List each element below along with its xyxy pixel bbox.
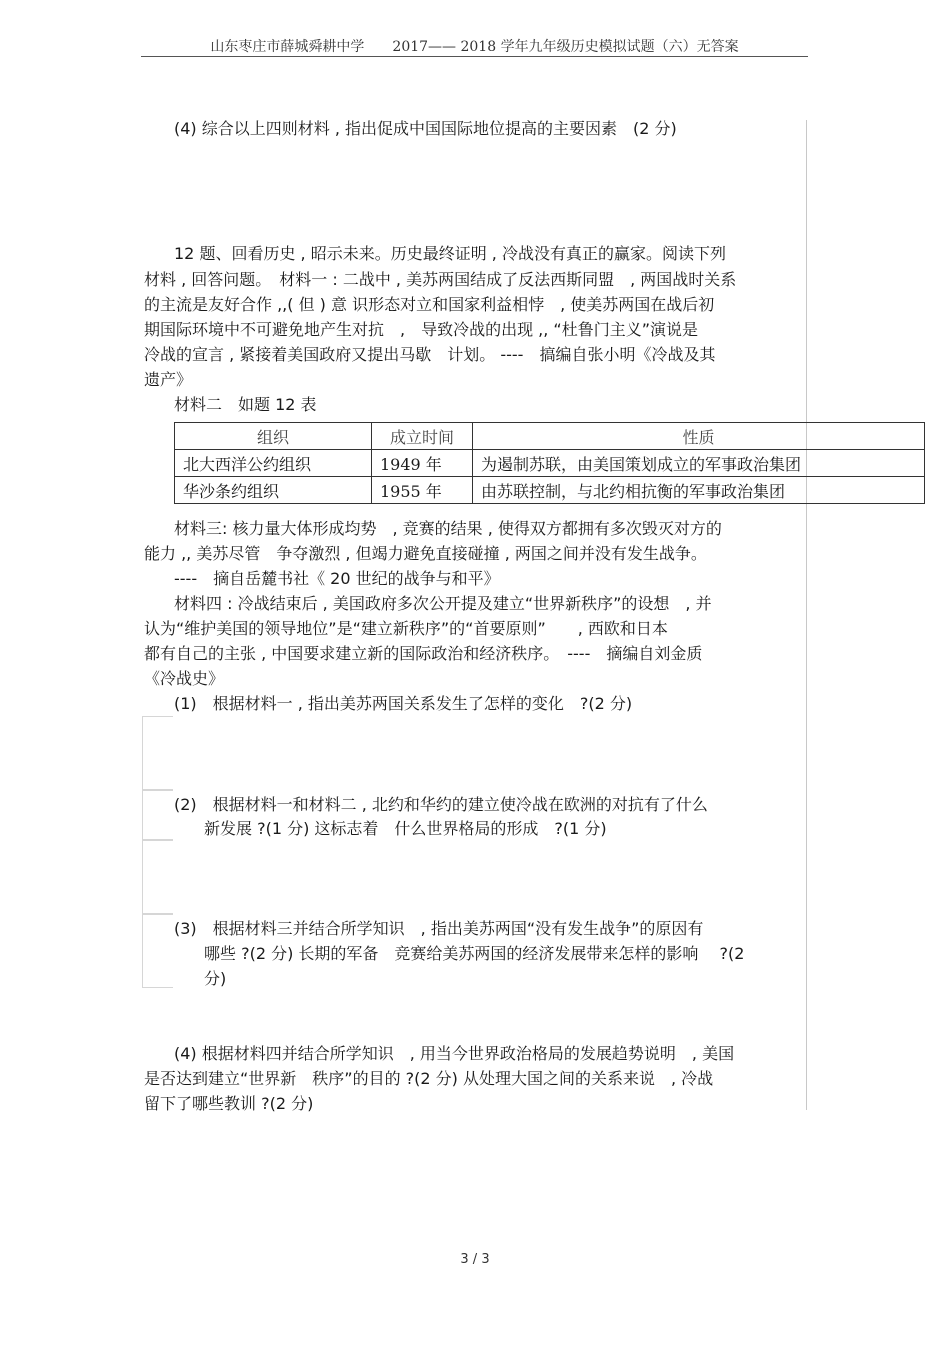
table-cell: 1949 年 <box>372 450 473 477</box>
q12-intro-line: 冷战的宣言 , 紧接着美国政府又提出马歇 计划。 ---- 搞编自张小明《冷战及其 <box>144 345 716 364</box>
answer-space-box <box>142 914 173 988</box>
page-header: 山东枣庄市薛城舜耕中学 2017—— 2018 学年九年级历史模拟试题（六）无答案 <box>210 39 739 55</box>
table-header: 组织 <box>175 423 372 450</box>
table-header: 成立时间 <box>372 423 473 450</box>
sub-question-3: (3) 根据材料三并结合所学知识 , 指出美苏两国“没有发生战争”的原因有 <box>174 919 704 938</box>
table-cell: 为遏制苏联，由美国策划成立的军事政治集团 <box>473 450 925 477</box>
material-3-line: 能力 ,, 美苏尽管 争夺激烈 , 但竭力避免直接碰撞 , 两国之间并没有发生战争。 <box>144 544 707 563</box>
table-row <box>175 450 925 477</box>
material-3-line: 材料三: 核力量大体形成均势 , 竞赛的结果 , 使得双方都拥有多次毁灭对方的 <box>174 519 722 538</box>
sub-question-2-cont: 新发展 ?(1 分) 这标志着 什么世界格局的形成 ?(1 分) <box>204 819 607 838</box>
sub-question-2: (2) 根据材料一和材料二 , 北约和华约的建立使冷战在欧洲的对抗有了什么 <box>174 795 708 814</box>
sub-question-4-cont: 是否达到建立“世界新 秩序”的目的 ?(2 分) 从处理大国之间的关系来说 , 冷战 <box>144 1069 714 1088</box>
table-cell: 北大西洋公约组织 <box>175 450 372 477</box>
q12-intro-line: 遗产》 <box>144 370 193 389</box>
q12-intro-line: 期国际环境中不可避免地产生对抗 , 导致冷战的出现 ,, “杜鲁门主义”演说是 <box>144 320 699 339</box>
material-3-source: ---- 摘自岳麓书社《 20 世纪的战争与和平》 <box>174 569 500 588</box>
answer-space-box <box>142 790 173 840</box>
q12-intro-line: 的主流是友好合作 ,,( 但 ) 意 识形态对立和国家利益相悖 , 使美苏两国在战后初 <box>144 295 715 314</box>
material-4-line: 材料四 : 冷战结束后 , 美国政府多次公开提及建立“世界新秩序”的设想 , 并 <box>174 594 712 613</box>
sub-question-1: (1) 根据材料一 , 指出美苏两国关系发生了怎样的变化 ?(2 分) <box>174 694 633 713</box>
sub-question-4: (4) 根据材料四并结合所学知识 , 用当今世界政治格局的发展趋势说明 , 美国 <box>174 1044 735 1063</box>
material-4-line: 认为“维护美国的领导地位”是“建立新秩序”的“首要原则” , 西欧和日本 <box>144 619 668 638</box>
header-divider <box>141 56 808 57</box>
question-12-table <box>174 422 925 504</box>
table-cell: 华沙条约组织 <box>175 477 372 504</box>
answer-space-box <box>142 840 173 914</box>
table-cell: 1955 年 <box>372 477 473 504</box>
material-2-label: 材料二 如题 12 表 <box>174 395 317 414</box>
sub-question-3-cont: 分) <box>204 969 227 988</box>
sub-question-4-cont: 留下了哪些教训 ?(2 分) <box>144 1094 314 1113</box>
margin-line <box>806 120 807 1110</box>
previous-question-4: (4) 综合以上四则材料 , 指出促成中国国际地位提高的主要因素 (2 分) <box>174 119 677 138</box>
table-header: 性质 <box>473 423 925 450</box>
material-4-line: 都有自己的主张 , 中国要求建立新的国际政治和经济秩序。 ---- 摘编自刘金质 <box>144 644 703 663</box>
q12-intro-line: 材料 , 回答问题。 材料一 : 二战中 , 美苏两国结成了反法西斯同盟 , 两国战时关系 <box>144 270 737 289</box>
material-4-line: 《冷战史》 <box>144 669 225 688</box>
table-row <box>175 477 925 504</box>
answer-space-box <box>142 716 173 790</box>
q12-intro-line: 12 题、回看历史 , 昭示未来。历史最终证明 , 冷战没有真正的赢家。阅读下列 <box>174 244 726 263</box>
table-header-row <box>175 423 925 450</box>
sub-question-3-cont: 哪些 ?(2 分) 长期的军备 竞赛给美苏两国的经济发展带来怎样的影响 ?(2 <box>204 944 745 963</box>
page-number: 3 / 3 <box>460 1252 490 1267</box>
table-cell: 由苏联控制，与北约相抗衡的军事政治集团 <box>473 477 925 504</box>
